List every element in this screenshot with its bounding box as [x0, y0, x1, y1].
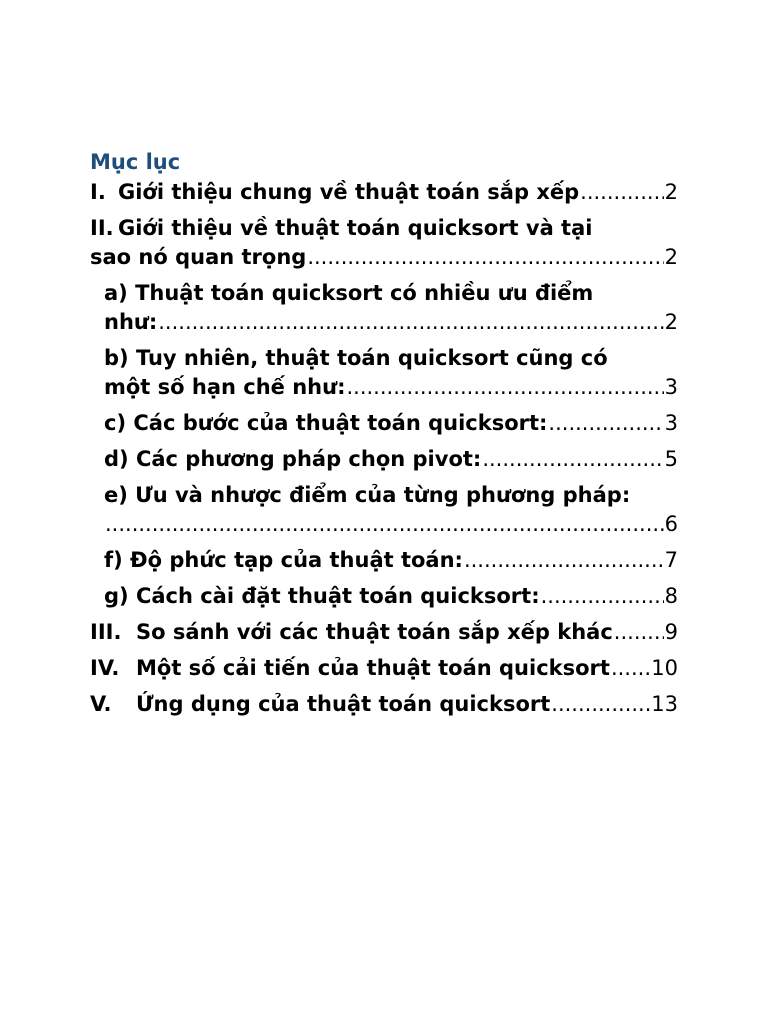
dot-leader — [548, 409, 663, 438]
toc-entry-title-line-2: một số hạn chế như: — [104, 375, 346, 399]
toc-entry-2e[interactable] — [90, 481, 678, 539]
toc-entry-title: So sánh với các thuật toán sắp xếp khác — [136, 620, 613, 644]
toc-page-number: 2 — [664, 180, 678, 204]
toc-entry-2a[interactable] — [90, 279, 678, 337]
toc-entry-4[interactable] — [90, 654, 678, 683]
toc-entry-number: IV. — [90, 656, 120, 680]
toc-page-number: 2 — [664, 310, 678, 334]
dot-leader — [158, 308, 663, 337]
toc-entry-title-line-1: b) Tuy nhiên, thuật toán quicksort cũng có — [104, 346, 608, 370]
toc-entry-3[interactable] — [90, 618, 678, 647]
toc-entry-title-line-2: như: — [104, 310, 158, 334]
toc-entry-2d[interactable] — [90, 445, 678, 474]
toc-page-number: 13 — [651, 692, 678, 716]
toc-entry-title-line-2: sao nó quan trọng — [90, 245, 307, 269]
toc-entry-number: III. — [90, 620, 122, 644]
toc-entry-2b[interactable] — [90, 344, 678, 402]
toc-entry-title: f) Độ phức tạp của thuật toán: — [104, 548, 463, 572]
toc-entry-2c[interactable] — [90, 409, 678, 438]
toc-entry-title: d) Các phương pháp chọn pivot: — [104, 447, 482, 471]
dot-leader — [551, 690, 650, 719]
toc-entry-2f[interactable] — [90, 546, 678, 575]
toc-entry-title-line-1: Giới thiệu về thuật toán quicksort và tại — [118, 216, 593, 240]
toc-entry-2[interactable] — [90, 214, 678, 272]
dot-leader — [580, 178, 663, 207]
dot-leader — [611, 654, 650, 683]
toc-page-number: 10 — [651, 656, 678, 680]
toc-entry-title: c) Các bước của thuật toán quicksort: — [104, 411, 548, 435]
toc-entry-title-line-1: e) Ưu và nhược điểm của từng phương pháp: — [104, 483, 631, 507]
toc-entry-number: I. — [90, 180, 106, 204]
toc-title: Mục lục — [90, 150, 181, 174]
toc-entry-5[interactable] — [90, 690, 678, 719]
toc-entry-title: Giới thiệu chung về thuật toán sắp xếp — [118, 180, 580, 204]
toc-entry-title: Một số cải tiến của thuật toán quicksort — [136, 656, 610, 680]
dot-leader — [614, 618, 664, 647]
toc-entry-title: Ứng dụng của thuật toán quicksort — [136, 692, 551, 716]
toc-page-number: 7 — [664, 548, 678, 572]
dot-leader — [464, 546, 664, 575]
dot-leader — [346, 373, 663, 402]
toc-page-number: 8 — [664, 584, 678, 608]
toc-page-number: 2 — [664, 245, 678, 269]
toc-page-number: 3 — [664, 411, 678, 435]
dot-leader — [482, 445, 663, 474]
toc-page-number: 6 — [664, 512, 678, 536]
dot-leader — [541, 582, 664, 611]
toc-entry-2g[interactable] — [90, 582, 678, 611]
toc-page-number: 9 — [664, 620, 678, 644]
toc-entry-title-line-1: a) Thuật toán quicksort có nhiều ưu điểm — [104, 281, 594, 305]
toc-page-number: 3 — [664, 375, 678, 399]
toc-entry-number: V. — [90, 692, 112, 716]
toc-page-number: 5 — [664, 447, 678, 471]
document-page — [90, 146, 678, 726]
toc-entry-number: II. — [90, 216, 114, 240]
dot-leader — [105, 510, 664, 539]
dot-leader — [307, 243, 663, 272]
toc-entry-1[interactable] — [90, 178, 678, 207]
table-of-contents — [90, 178, 678, 719]
toc-entry-title: g) Cách cài đặt thuật toán quicksort: — [104, 584, 540, 608]
